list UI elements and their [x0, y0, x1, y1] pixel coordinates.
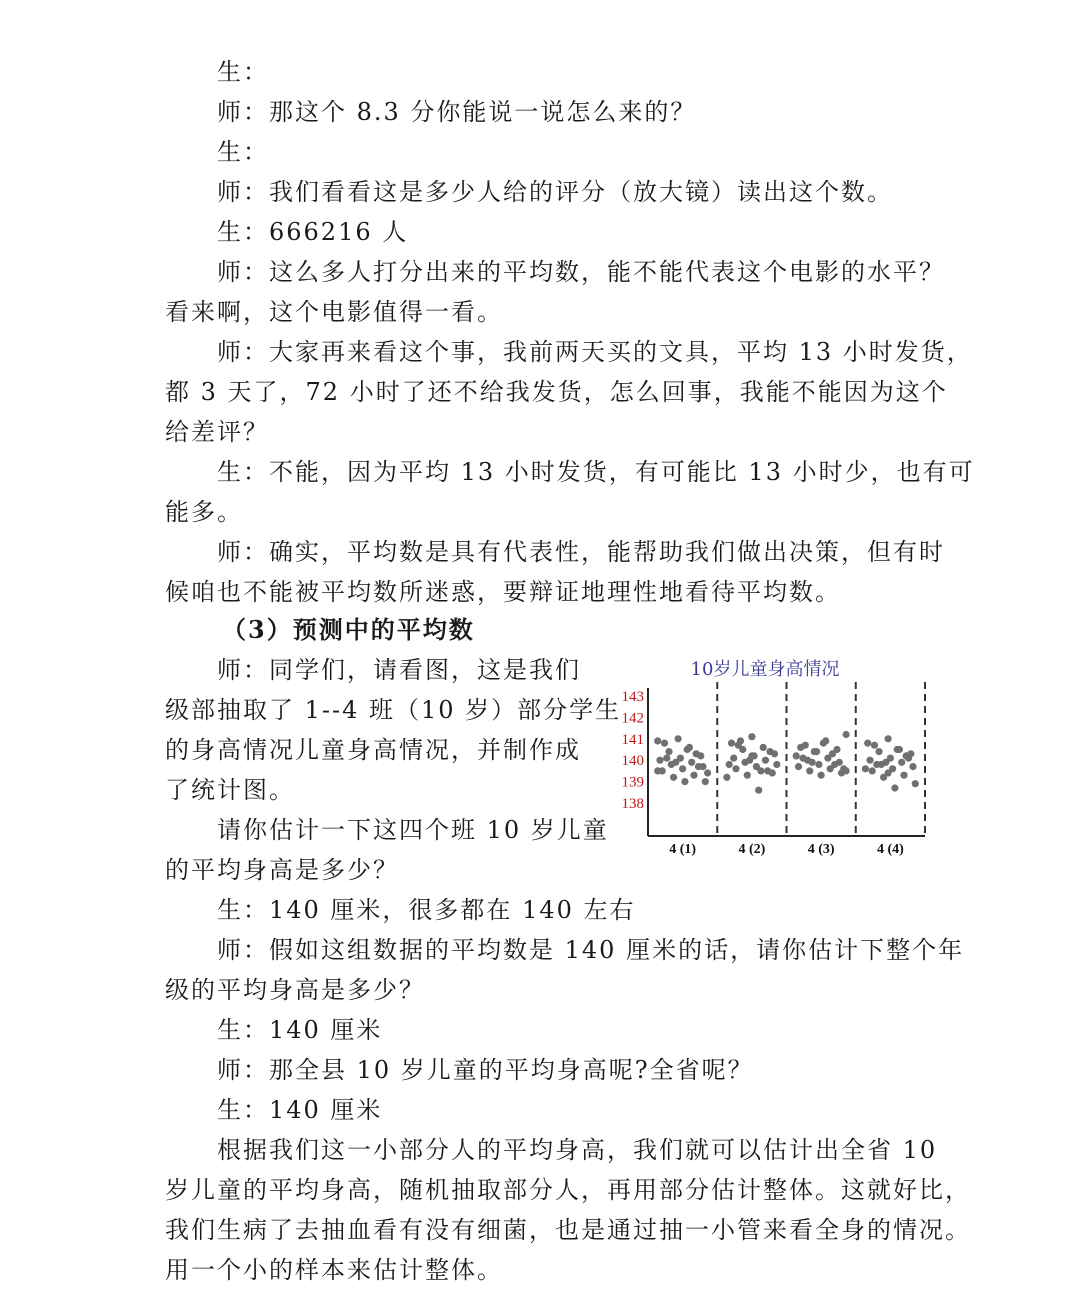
x-tick-label: 4 (2) [738, 842, 766, 857]
text-line: 用一个小的样本来估计整体。 [165, 1256, 503, 1284]
text-line: 岁儿童的平均身高，随机抽取部分人，再用部分估计整体。这就好比， [165, 1176, 971, 1204]
data-point [898, 759, 905, 766]
text-line: 我们生病了去抽血看有没有细菌，也是通过抽一小管来看全身的情况。 [165, 1216, 971, 1244]
data-point [654, 737, 661, 744]
data-point [760, 744, 767, 751]
y-tick-label: 140 [621, 753, 644, 770]
x-tick-label: 4 (3) [807, 842, 835, 857]
text-line: 师：这么多人打分出来的平均数，能不能代表这个电影的水平？ [217, 258, 945, 286]
chart-title: 10岁儿童身高情况 [690, 659, 840, 680]
data-point [728, 740, 735, 747]
data-point [885, 735, 892, 742]
section-title: （3）预测中的平均数 [222, 615, 475, 644]
data-point [795, 763, 802, 770]
data-point [843, 731, 850, 738]
data-point [757, 767, 764, 774]
data-point [690, 772, 697, 779]
data-point [818, 772, 825, 779]
data-point [900, 772, 907, 779]
data-point [675, 735, 682, 742]
data-point [732, 765, 739, 772]
text-line: 能多。 [165, 498, 243, 526]
text-line: 师：那这个 8.3 分你能说一说怎么来的？ [217, 98, 697, 126]
text-line: 师：大家再来看这个事，我前两天买的文具，平均 13 小时发货， [217, 338, 973, 366]
data-point [815, 761, 822, 768]
text-line: 师：我们看看这是多少人给的评分（放大镜）读出这个数。 [217, 178, 893, 206]
data-point [723, 774, 730, 781]
data-point [762, 757, 769, 764]
data-point [869, 767, 876, 774]
data-point [829, 750, 836, 757]
data-point [744, 772, 751, 779]
x-tick-label: 4 (1) [669, 842, 697, 857]
data-point [905, 755, 912, 762]
x-axis-ticks [669, 842, 904, 857]
data-point [831, 761, 838, 768]
data-point [820, 740, 827, 747]
data-point [873, 761, 880, 768]
data-point [862, 765, 869, 772]
text-line: 生：140 厘米 [217, 1016, 383, 1044]
text-line: 候咱也不能被平均数所迷惑，要辩证地理性地看待平均数。 [165, 578, 841, 606]
data-point [773, 761, 780, 768]
data-point [871, 742, 878, 749]
data-point [693, 750, 700, 757]
data-point [672, 759, 679, 766]
data-point [748, 752, 755, 759]
y-tick-label: 139 [621, 774, 644, 791]
data-point [679, 765, 686, 772]
data-point [661, 740, 668, 747]
data-point [809, 759, 816, 766]
text-line: 生：不能，因为平均 13 小时发货，有可能比 13 小时少，也有可 [217, 458, 975, 486]
y-tick-label: 141 [621, 731, 644, 748]
data-point [912, 780, 919, 787]
text-line: 了统计图。 [165, 776, 295, 804]
data-point [875, 748, 882, 755]
data-point [688, 759, 695, 766]
text-line: 看来啊，这个电影值得一看。 [165, 298, 503, 326]
data-point [681, 778, 688, 785]
text-line: 生：666216 人 [217, 218, 409, 246]
data-point [726, 761, 733, 768]
data-point [793, 752, 800, 759]
data-point [891, 784, 898, 791]
data-point [737, 737, 744, 744]
y-tick-label: 142 [621, 710, 644, 727]
data-point [806, 767, 813, 774]
data-point [663, 755, 670, 762]
text-line: 生：140 厘米，很多都在 140 左右 [217, 896, 636, 924]
data-point [654, 767, 661, 774]
data-point [684, 746, 691, 753]
text-line: 师：同学们，请看图，这是我们 [217, 656, 581, 684]
text-line: 的平均身高是多少？ [165, 856, 399, 884]
y-tick-label: 143 [621, 689, 644, 705]
text-line: 的身高情况儿童身高情况，并制作成 [165, 736, 581, 764]
text-line: 根据我们这一小部分人的平均身高，我们就可以估计出全省 10 [217, 1136, 938, 1164]
text-line: 生： [217, 58, 269, 86]
text-line: 师：确实，平均数是具有代表性，能帮助我们做出决策，但有时 [217, 538, 945, 566]
data-point [704, 769, 711, 776]
x-tick-label: 4 (4) [876, 842, 904, 857]
text-line: 生： [217, 138, 269, 166]
data-point [882, 759, 889, 766]
data-point [730, 755, 737, 762]
data-point [755, 787, 762, 794]
data-point [894, 746, 901, 753]
text-line: 请你估计一下这四个班 10 岁儿童 [217, 816, 609, 844]
text-line: 都 3 天了，72 小时了还不给我发货，怎么回事，我能不能因为这个 [165, 378, 948, 406]
data-point [866, 757, 873, 764]
data-point [766, 748, 773, 755]
text-line: 级的平均身高是多少？ [165, 976, 425, 1004]
data-point [799, 755, 806, 762]
data-point [702, 778, 709, 785]
text-line: 师：那全县 10 岁儿童的平均身高呢?全省呢？ [217, 1056, 754, 1084]
y-tick-label: 138 [621, 796, 644, 812]
y-axis-ticks [622, 689, 645, 812]
text-line: 师：假如这组数据的平均数是 140 厘米的话，请你估计下整个年 [217, 936, 965, 964]
text-line: 级部抽取了 1--4 班（10 岁）部分学生 [165, 696, 622, 724]
data-point [811, 748, 818, 755]
data-point [670, 774, 677, 781]
data-point [665, 748, 672, 755]
data-point [769, 769, 776, 776]
text-line: 生：140 厘米 [217, 1096, 383, 1124]
data-point [695, 763, 702, 770]
data-point [748, 733, 755, 740]
text-line: 给差评？ [165, 418, 269, 446]
data-point [909, 763, 916, 770]
data-point [864, 740, 871, 747]
data-point [797, 744, 804, 751]
height-scatter-chart [595, 650, 935, 870]
data-point [656, 757, 663, 764]
data-point [885, 769, 892, 776]
data-point [843, 767, 850, 774]
